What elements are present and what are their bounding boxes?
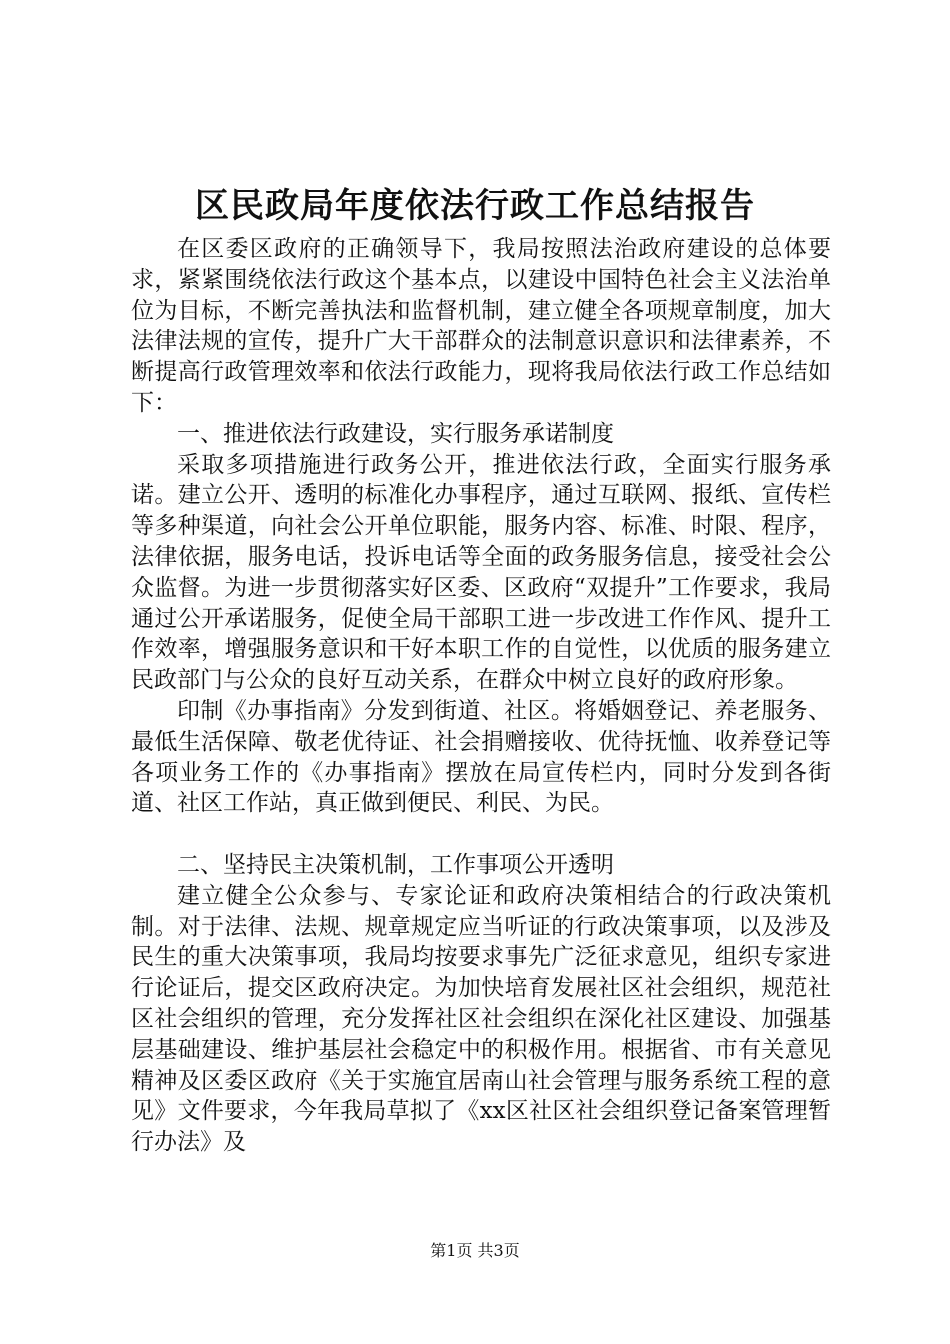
paragraph-decision-mechanism: 建立健全公众参与、专家论证和政府决策相结合的行政决策机制。对于法律、法规、规章规定应当听证的行政决策事项，以及涉及民生的重大决策事项，我局均按要求事先广泛征求意见，组织专家进行论证后，提交区政府决定。为加快培育发展社区社会组织，规范社区社会组织的管理，充分发挥社区社会组织在深化社区建设、加强基层基础建设、维护基层社会稳定中的积极作用。根据省、市有关意见精神及区委区政府《关于实施宜居南山社会管理与服务系统工程的意见》文件要求，今年我局草拟了《xx区社区社会组织登记备案管理暂行办法》及 [131,882,831,1156]
paragraph-intro: 在区委区政府的正确领导下，我局按照法治政府建设的总体要求，紧紧围绕依法行政这个基本点，以建设中国特色社会主义法治单位为目标，不断完善执法和监督机制，建立健全各项规章制度，加大法律法规的宣传，提升广大干部群众的法制意识意识和法律素养，不断提高行政管理效率和依法行政能力，现将我局依法行政工作总结如下： [131,236,831,416]
paragraph-spacer [131,819,831,850]
paragraph-service-commitment: 采取多项措施进行政务公开，推进依法行政，全面实行服务承诺。建立公开、透明的标准化办事程序，通过互联网、报纸、宣传栏等多种渠道，向社会公开单位职能，服务内容、标准、时限、程序，法律依据，服务电话，投诉电话等全面的政务服务信息，接受社会公众监督。为进一步贯彻落实好区委、区政府“双提升”工作要求，我局通过公开承诺服务，促使全局干部职工进一步改进工作作风、提升工作效率，增强服务意识和干好本职工作的自觉性，以优质的服务建立民政部门与公众的良好互动关系，在群众中树立良好的政府形象。 [131,451,831,694]
document-body [131,234,831,1158]
section-heading-2: 二、坚持民主决策机制，工作事项公开透明 [177,851,614,878]
section-heading-1: 一、推进依法行政建设，实行服务承诺制度 [177,420,614,447]
paragraph-service-guide: 印制《办事指南》分发到街道、社区。将婚姻登记、养老服务、最低生活保障、敬老优待证、社会捐赠接收、优待抚恤、收养登记等各项业务工作的《办事指南》摆放在局宣传栏内，同时分发到各街道、社区工作站，真正做到便民、利民、为民。 [131,697,831,817]
page-footer: 第1页 共3页 [430,1241,520,1260]
document-title: 区民政局年度依法行政工作总结报告 [195,186,755,226]
